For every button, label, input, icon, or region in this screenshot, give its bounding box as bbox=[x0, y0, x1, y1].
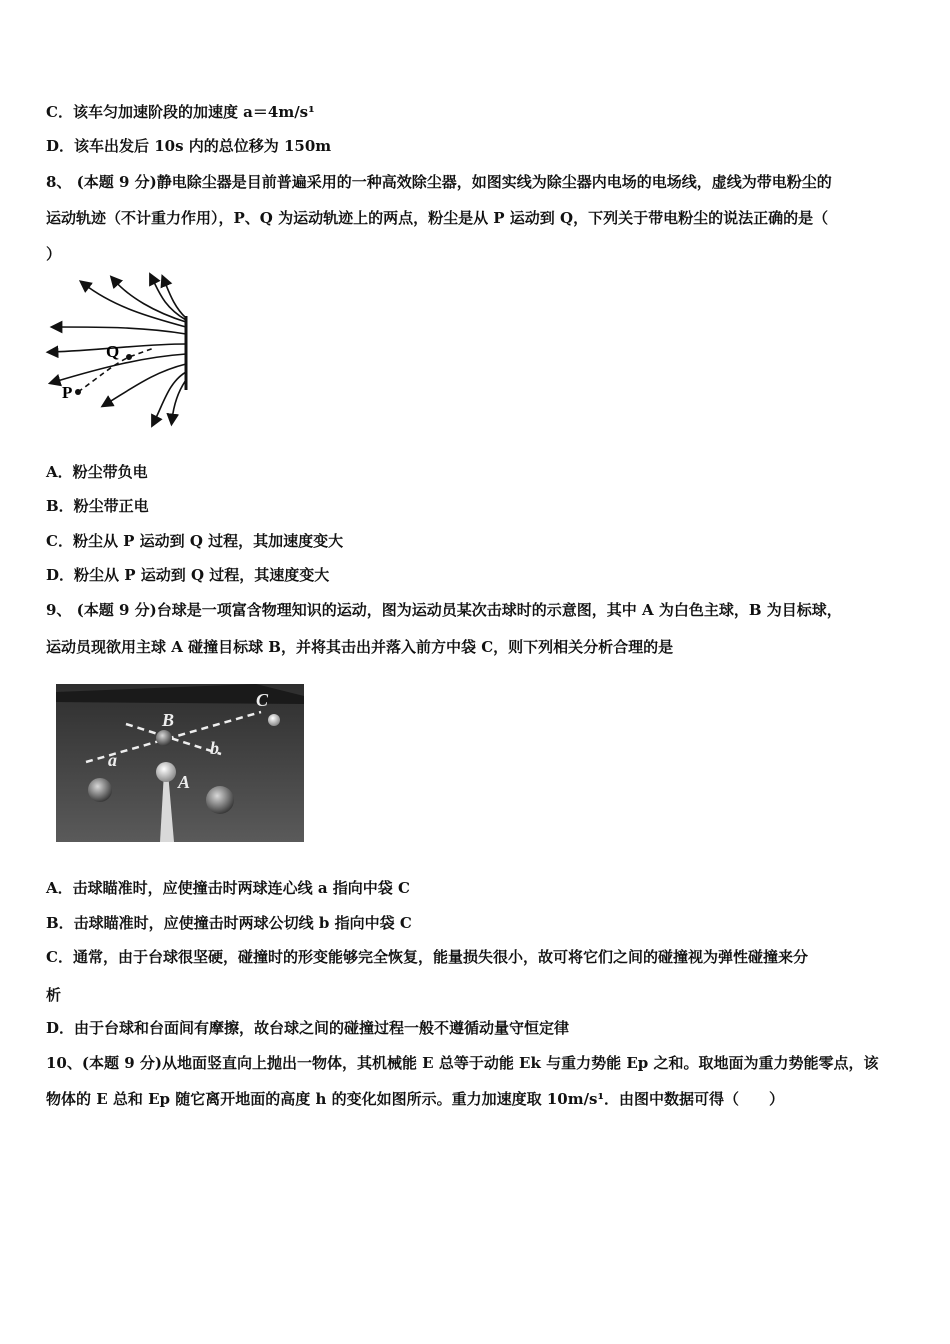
electric-field-figure bbox=[44, 272, 194, 432]
label-b-line: b bbox=[210, 738, 219, 758]
q9-option-a: A．击球瞄准时，应使撞击时两球连心线 a 指向中袋 C bbox=[46, 879, 410, 897]
q8-option-a: A．粉尘带负电 bbox=[46, 463, 148, 481]
ball-b bbox=[156, 730, 172, 746]
q8-option-d: D．粉尘从 P 运动到 Q 过程，其速度变大 bbox=[46, 566, 330, 584]
q8-stem-line1: 8、 (本题 9 分)静电除尘器是目前普遍采用的一种高效除尘器，如图实线为除尘器内电场的电场线，虚线为带电粉尘的 bbox=[46, 173, 832, 191]
q9-option-b: B．击球瞄准时，应使撞击时两球公切线 b 指向中袋 C bbox=[46, 914, 412, 932]
ball-a bbox=[156, 762, 176, 782]
label-a-ball: A bbox=[178, 772, 191, 792]
q9-stem-line2: 运动员现欲用主球 A 碰撞目标球 B，并将其击出并落入前方中袋 C，则下列相关分析合理的是 bbox=[46, 638, 674, 656]
ball-right bbox=[206, 786, 234, 814]
q8-option-b: B．粉尘带正电 bbox=[46, 497, 149, 515]
q10-stem-line2: 物体的 E 总和 Ep 随它离开地面的高度 h 的变化如图所示。重力加速度取 10m/s¹．由图中数据可得（ ） bbox=[46, 1090, 785, 1108]
q9-option-d: D．由于台球和台面间有摩擦，故台球之间的碰撞过程一般不遵循动量守恒定律 bbox=[46, 1019, 570, 1037]
q7-option-c: C．该车匀加速阶段的加速度 a＝4m/s¹ bbox=[46, 103, 315, 121]
billiard-photo bbox=[56, 684, 304, 842]
q8-stem-line3: ） bbox=[46, 245, 62, 263]
label-c-pocket: C bbox=[256, 690, 269, 710]
point-q-dot bbox=[126, 354, 132, 360]
q9-option-c-line2: 析 bbox=[46, 986, 62, 1004]
q10-stem-line1: 10、(本题 9 分)从地面竖直向上抛出一物体，其机械能 E 总等于动能 Ek 与重力势能 Ep 之和。取地面为重力势能零点，该 bbox=[46, 1054, 879, 1072]
label-p: P bbox=[62, 383, 73, 402]
q8-option-c: C．粉尘从 P 运动到 Q 过程，其加速度变大 bbox=[46, 532, 344, 550]
label-a-line: a bbox=[108, 750, 117, 770]
q9-option-c-line1: C．通常，由于台球很坚硬，碰撞时的形变能够完全恢复，能量损失很小，故可将它们之间的碰撞视为弹性碰撞来分 bbox=[46, 948, 808, 966]
q9-stem-line1: 9、 (本题 9 分)台球是一项富含物理知识的运动，图为运动员某次击球时的示意图，其中 A 为白色主球，B 为目标球， bbox=[46, 601, 842, 619]
q7-option-d: D．该车出发后 10s 内的总位移为 150m bbox=[46, 137, 332, 155]
q8-stem-line2: 运动轨迹（不计重力作用），P、Q 为运动轨迹上的两点，粉尘是从 P 运动到 Q，下列关于带电粉尘的说法正确的是（ bbox=[46, 209, 829, 227]
label-q: Q bbox=[106, 342, 120, 361]
ball-far bbox=[268, 714, 280, 726]
point-p-dot bbox=[75, 389, 81, 395]
label-b-ball: B bbox=[162, 710, 175, 730]
ball-left bbox=[88, 778, 112, 802]
